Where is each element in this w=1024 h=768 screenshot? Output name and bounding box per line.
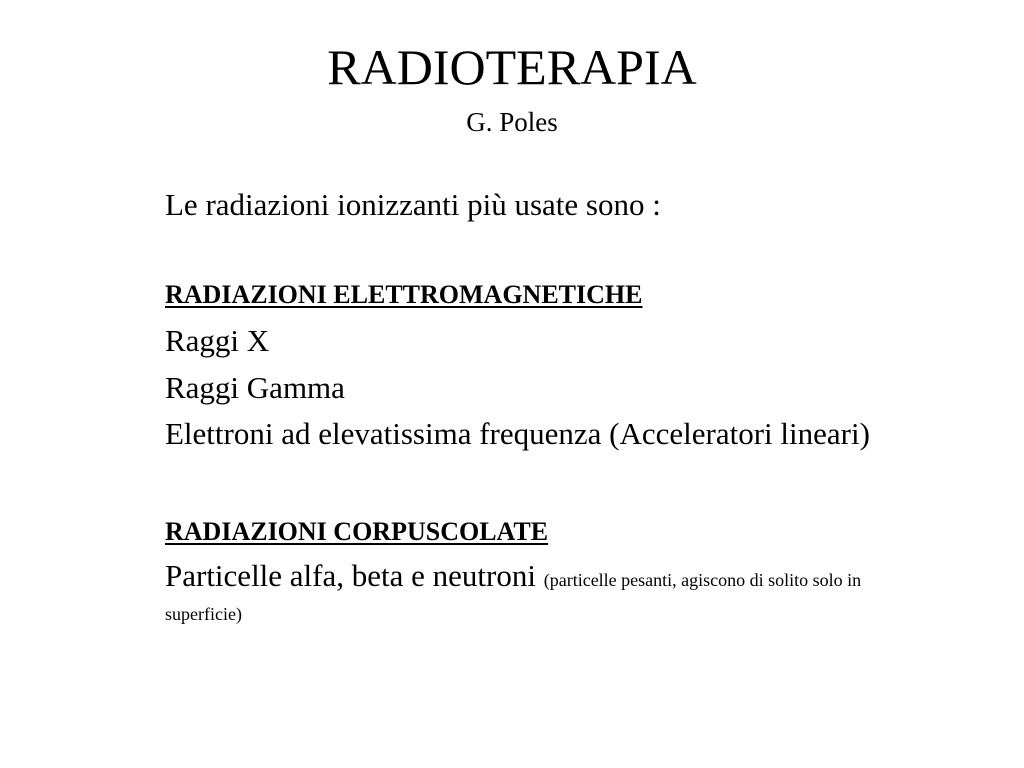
section-electromagnetic <box>165 280 885 452</box>
particles-main-text: Particelle alfa, beta e neutroni <box>165 558 536 593</box>
intro-text: Le radiazioni ionizzanti più usate sono : <box>165 187 661 222</box>
list-item-particles <box>165 559 885 627</box>
section-heading-electromagnetic: RADIAZIONI ELETTROMAGNETICHE <box>165 280 643 309</box>
section-heading-corpuscular: RADIAZIONI CORPUSCOLATE <box>165 517 549 546</box>
slide-title: RADIOTERAPIA <box>327 39 697 95</box>
slide-author: G. Poles <box>466 107 558 137</box>
list-item-x-rays: Raggi X <box>165 323 270 358</box>
list-item-electrons: Elettroni ad elevatissima frequenza (Acceleratori lineari) <box>165 416 870 451</box>
particles-note-text: (particelle pesanti, agiscono di solito solo in superficie) <box>165 570 862 624</box>
section-corpuscular <box>165 517 885 627</box>
list-item-gamma-rays: Raggi Gamma <box>165 370 345 405</box>
slide-body <box>165 186 885 627</box>
section-spacer <box>165 461 885 517</box>
